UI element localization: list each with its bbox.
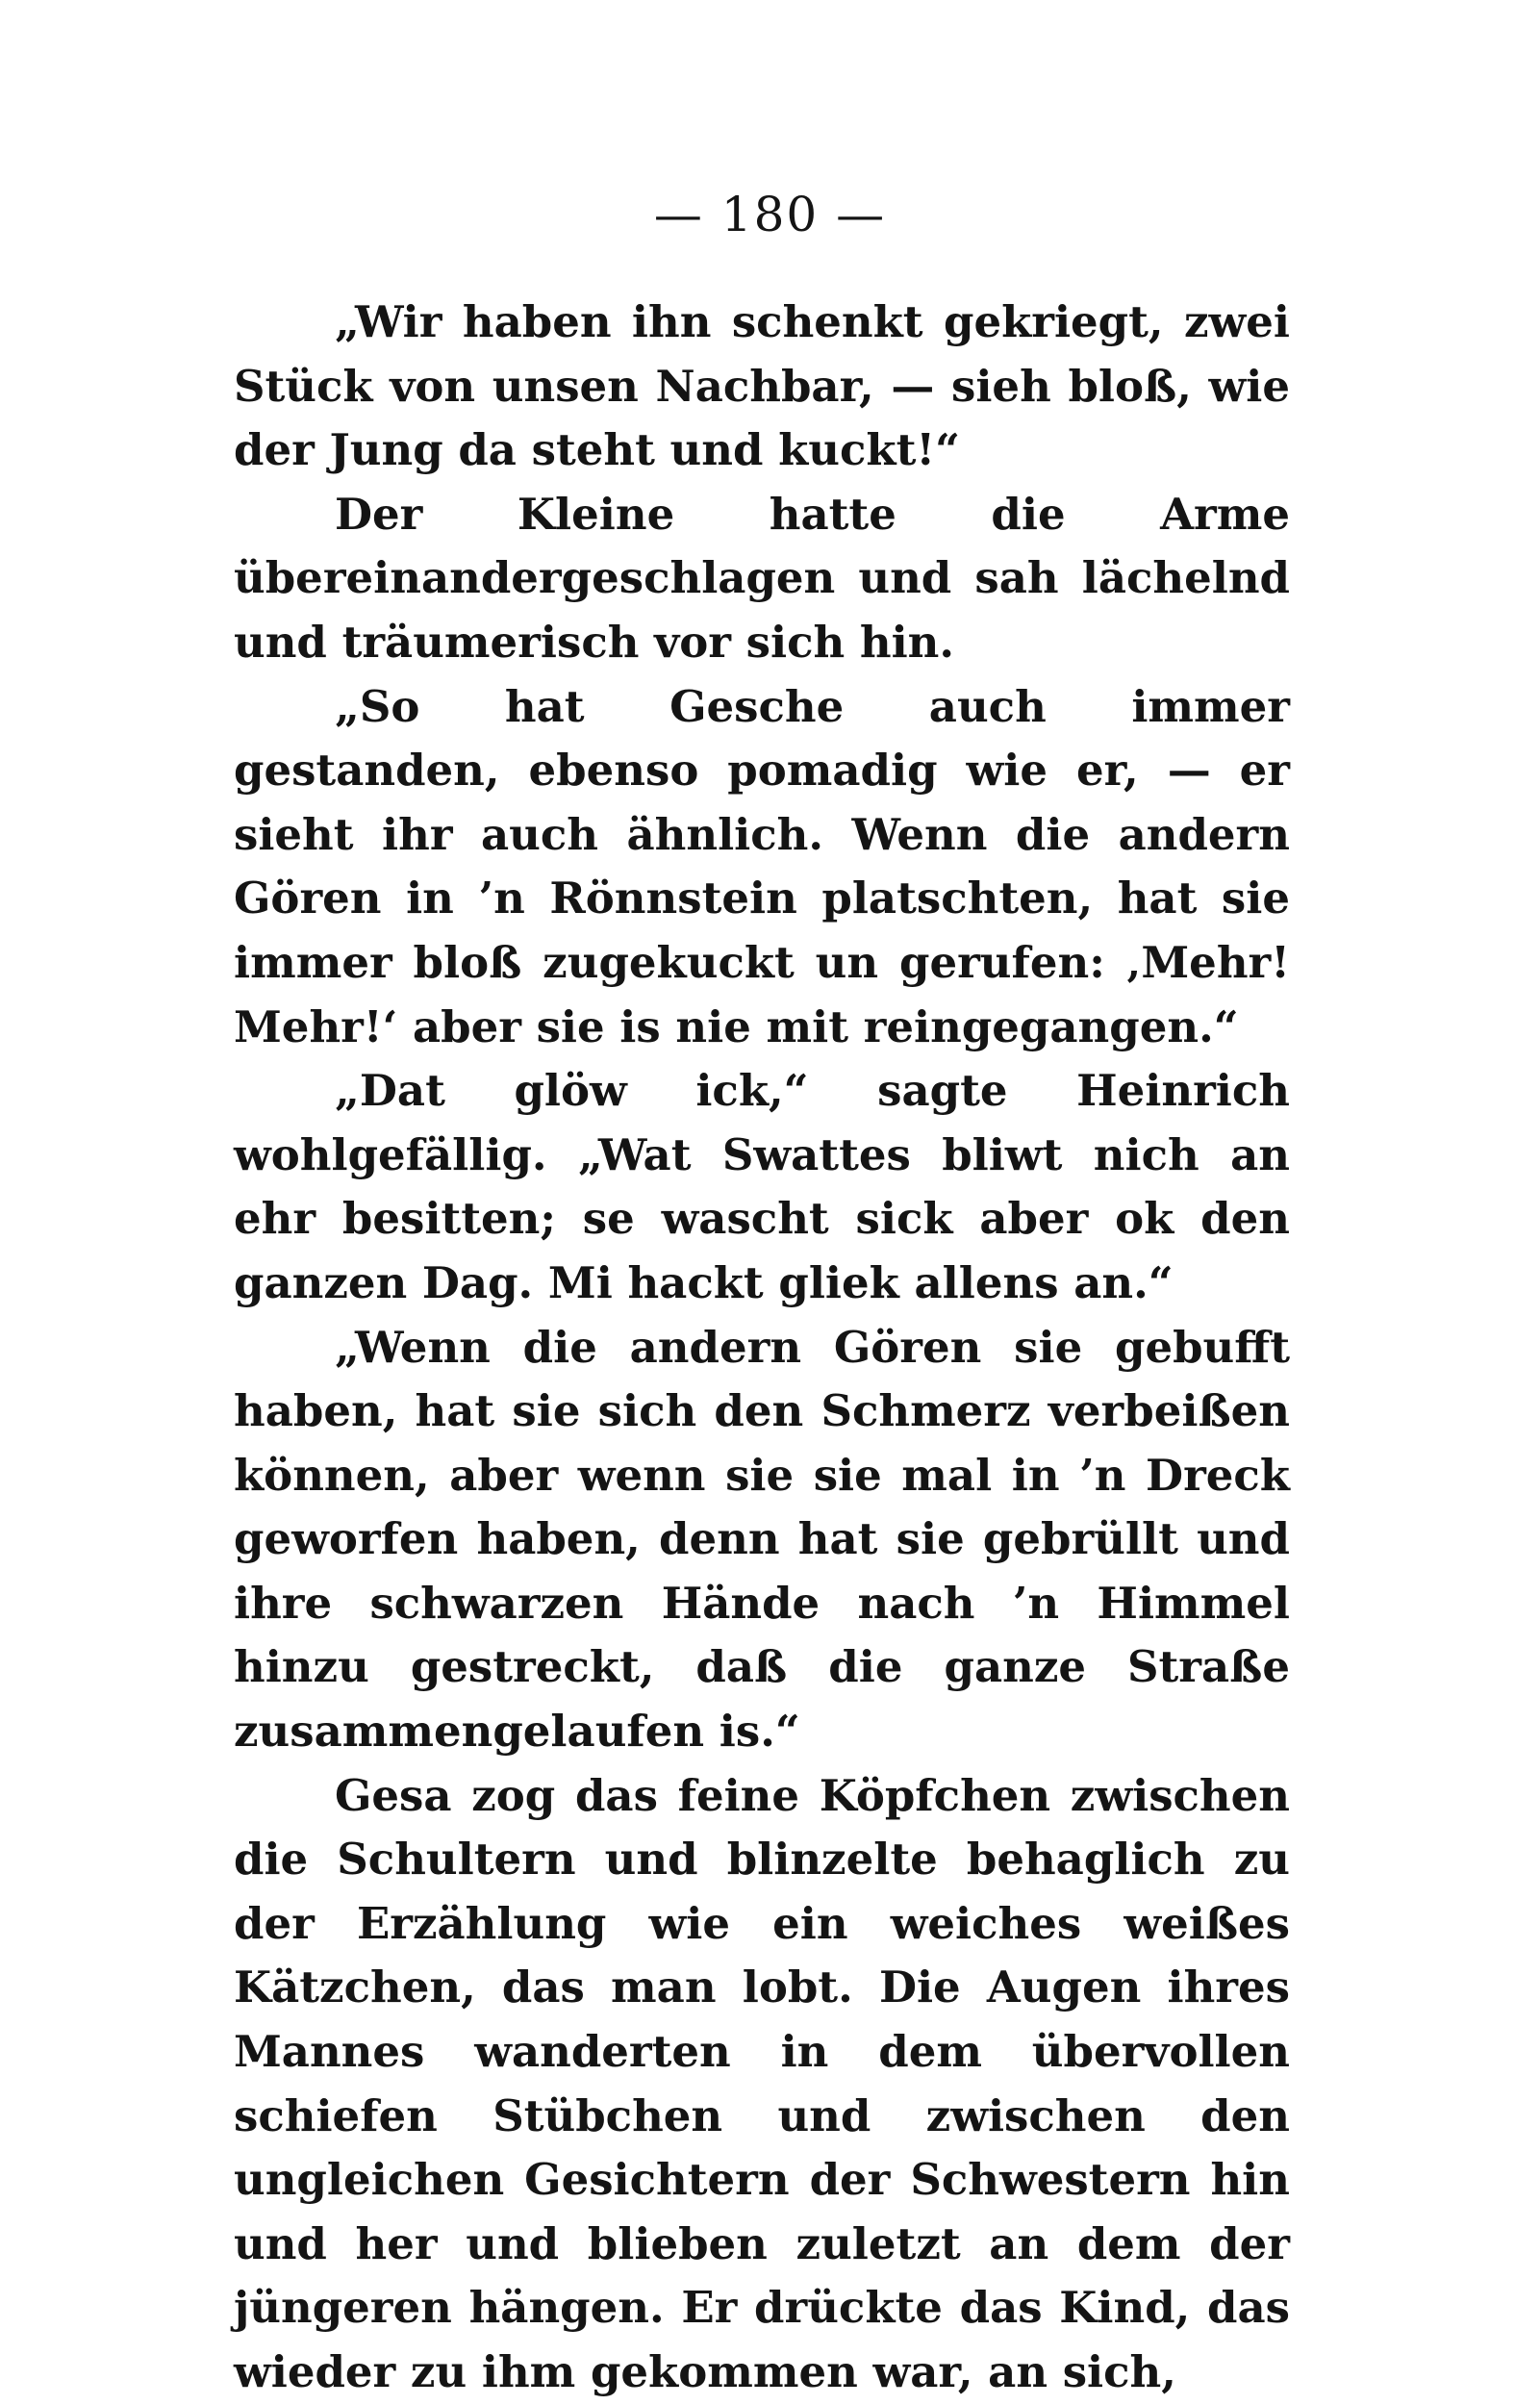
paragraph-5: „Wenn die andern Gören sie gebufft haben, hat sie sich den Schmerz verbeißen können, aber wenn sie sie mal in ’n Dreck geworfen haben, denn hat sie gebrüllt und ihre schwarzen Hände nach ’n Himmel hinzu gestreckt, daß die ganze Straße zusammengelaufen is.“ bbox=[234, 1321, 1290, 1758]
paragraph-4: „Dat glöw ick,“ sagte Heinrich wohlgefällig. „Wat Swattes bliwt nich an ehr besitten; se wascht sick aber ok den ganzen Dag. Mi hackt gliek allens an.“ bbox=[234, 1065, 1290, 1308]
body-text bbox=[234, 291, 1290, 2405]
paragraph-6: Gesa zog das feine Köpfchen zwischen die Schultern und blinzelte behaglich zu der Erzählung wie ein weiches weißes Kätzchen, das man lobt. Die Augen ihres Mannes wanderten in dem übervollen schiefen Stübchen und zwischen den ungleichen Gesichtern der Schwestern hin und her und blieben zuletzt an dem der jüngeren hängen. Er drückte das Kind, das wieder zu ihm gekommen war, an sich, bbox=[234, 1769, 1290, 2397]
page-number: — 180 — bbox=[653, 187, 887, 242]
paragraph-2: Der Kleine hatte die Arme übereinandergeschlagen und sah lächelnd und träumerisch vor sich hin. bbox=[234, 488, 1290, 668]
paragraph-1: „Wir haben ihn schenkt gekriegt, zwei Stück von unsen Nachbar, — sieh bloß, wie der Jung da steht und kuckt!“ bbox=[234, 296, 1290, 476]
paragraph-3: „So hat Gesche auch immer gestanden, ebenso pomadig wie er, — er sieht ihr auch ähnlich. Wenn die andern Gören in ’n Rönnstein platschten, hat sie immer bloß zugekuckt un gerufen: ‚Mehr! Mehr!‘ aber sie is nie mit reingegangen.“ bbox=[234, 680, 1290, 1052]
